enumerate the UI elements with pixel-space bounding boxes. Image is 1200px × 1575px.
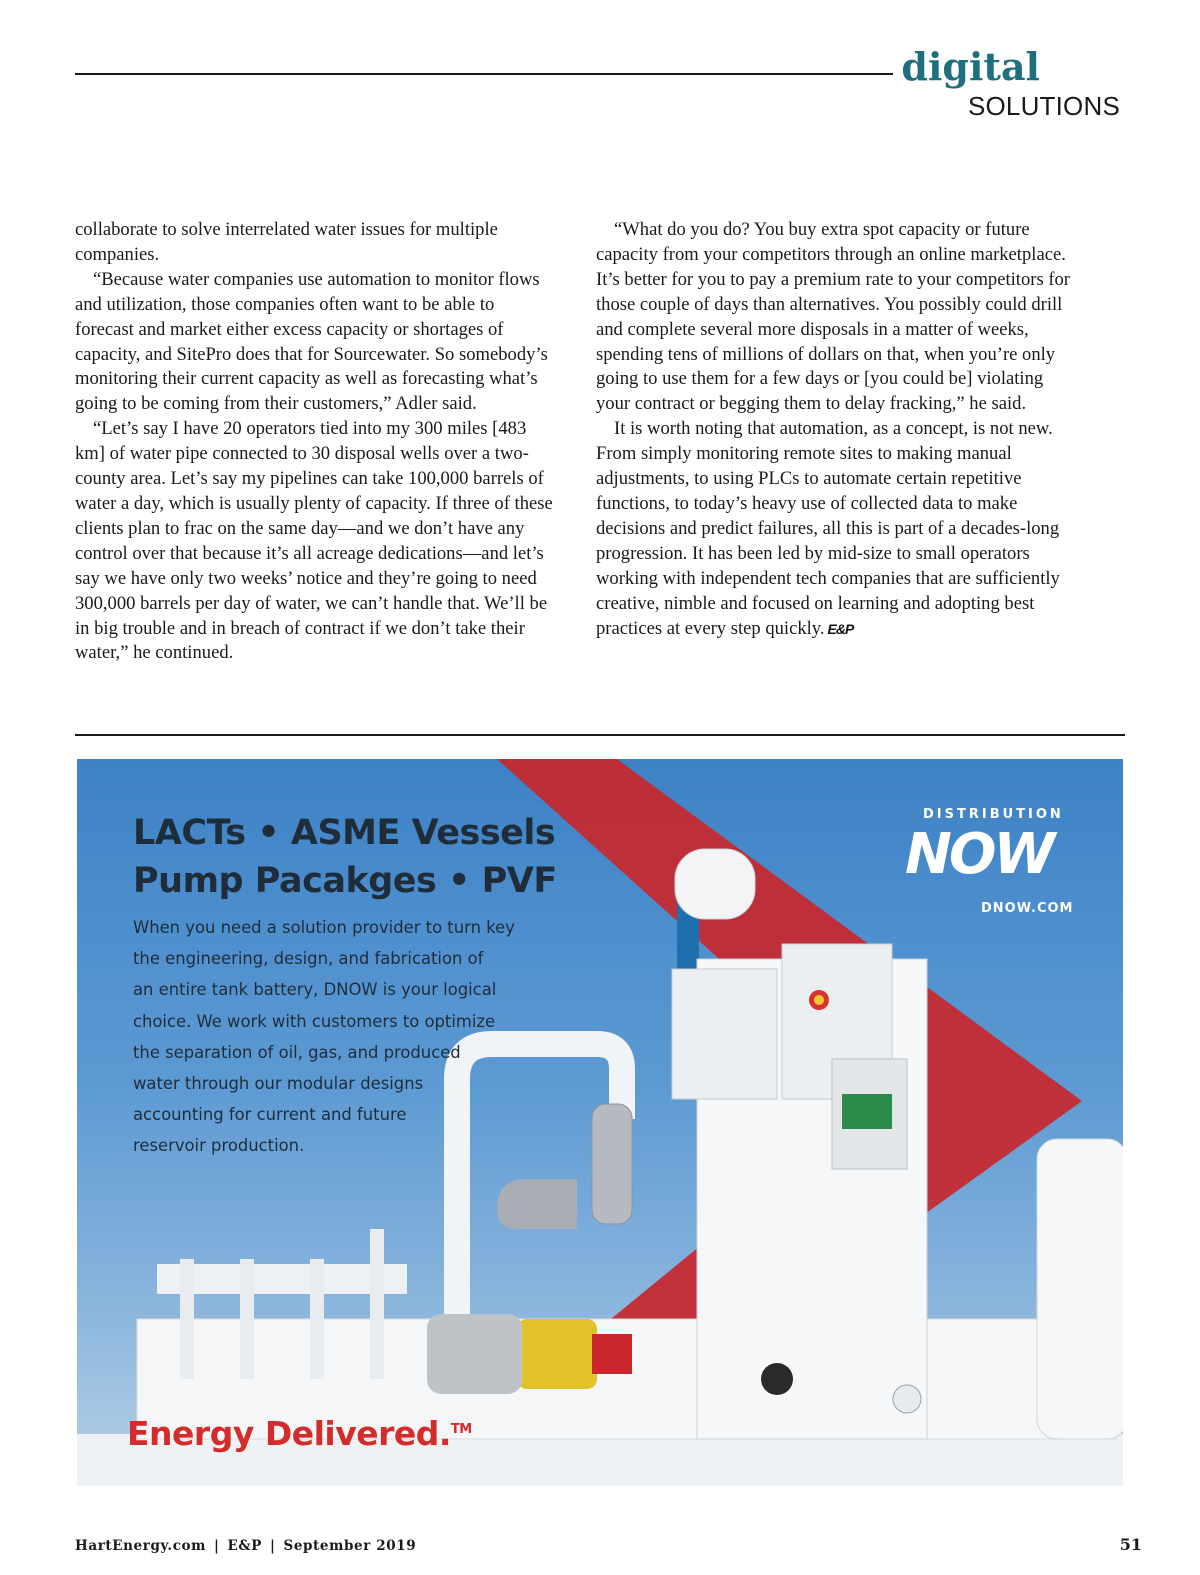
ad-body-line: an entire tank battery, DNOW is your logical [133, 980, 497, 1000]
footer-separator: | [214, 1538, 220, 1554]
ad-body-line: the separation of oil, gas, and produced [133, 1042, 461, 1062]
ad-headline-line: LACTs • ASME Vessels [133, 813, 556, 853]
ad-tagline [127, 1414, 472, 1453]
paragraph-last [596, 417, 1074, 641]
section-title-digital: digital [901, 44, 1040, 89]
article-right-column [596, 218, 1074, 641]
paragraph: “Because water companies use automation to monitor flows and utilization, those companies often want to be able to forecast and market either excess capacity or shortages of capacity, and SitePro does that for Sourcewater. So somebody’s monitoring their current capacity as well as forecasting what’s going to be coming from their customers,” Adler said. [75, 268, 548, 415]
ad-body-line: reservoir production. [133, 1136, 305, 1156]
paragraph: “Let’s say I have 20 operators tied into my 300 miles [483 km] of water pipe connected to 30 disposal wells over a two-county area. Let’s say my pipelines can take 100,000 barrels of water a day, which is usually plenty of capacity. If three of these clients plan to frac on the same day—and we don’t have any control over that because it’s all acreage dedications—and let’s say we have only two weeks’ notice and they’re going to need 300,000 barrels per day of water, we can’t handle that. We’ll be in big trouble and in breach of contract if we don’t take their water,” he continued. [75, 418, 553, 664]
stainless-pipe-bend [497, 1179, 577, 1229]
footer-publication: E&P [227, 1538, 262, 1554]
paragraph: collaborate to solve interrelated water issues for multiple companies. [75, 219, 498, 265]
section-divider-rule [75, 734, 1125, 736]
footer-separator: | [269, 1538, 276, 1554]
ad-body-line: the engineering, design, and fabrication of [133, 949, 484, 969]
control-box-left [672, 969, 777, 1099]
valve-assembly [675, 849, 755, 919]
footer-issue: September 2019 [283, 1538, 417, 1554]
ad-body-line: When you need a solution provider to turn key [133, 918, 515, 937]
ad-headline [133, 809, 557, 905]
ad-body-line: water through our modular designs [133, 1074, 424, 1094]
ep-end-mark-logo: E&P [827, 620, 854, 637]
paragraph: “What do you do? You buy extra spot capacity or future capacity from your competitors through an online marketplace. It’s better for you to pay a premium rate to your competitors for those couple of days than alternatives. You possibly could drill and complete several more disposals in a matter of weeks, spending tens of millions of dollars on that, when you’re only going to use them for a few days or [you could be] violating your contract or begging them to delay fracking,” he said. [596, 219, 1071, 415]
brand-distribution-label: DISTRIBUTION [923, 807, 1064, 822]
gauge [893, 1385, 921, 1413]
trademark-mark: TM [450, 1422, 472, 1437]
ad-tagline-text: Energy Delivered. [127, 1414, 451, 1453]
header-rule [75, 73, 893, 75]
dnow-url-link[interactable]: DNOW.COM [981, 901, 1074, 916]
ad-headline-line: Pump Pacakges • PVF [133, 861, 557, 901]
green-label-plate [842, 1094, 892, 1129]
storage-tank [1037, 1139, 1123, 1439]
dnow-logo: NOW [905, 822, 1053, 887]
page-footer [75, 1538, 416, 1554]
stainless-vessel [592, 1104, 632, 1224]
ad-body-line: accounting for current and future [133, 1105, 407, 1125]
red-coupling [592, 1334, 632, 1374]
ad-body-copy [133, 912, 553, 1162]
article-left-column [75, 218, 553, 666]
paragraph-text: It is worth noting that automation, as a concept, is not new. From simply monitoring remote sites to making manual adjustments, to using PLCs to automate certain repetitive functions, to today’s heavy use of collected data to make decisions and predict failures, all this is part of a decades-long progression. It has been led by mid-size to small operators working with independent tech companies that are sufficiently creative, nimble and focused on learning and adopting best practices at every step quickly. [596, 418, 1060, 639]
page-number: 51 [1119, 1535, 1142, 1554]
gauge [761, 1363, 793, 1395]
dnow-advertisement[interactable] [77, 759, 1123, 1486]
electric-motor [427, 1314, 522, 1394]
section-title-solutions: SOLUTIONS [967, 91, 1120, 121]
footer-site: HartEnergy.com [75, 1538, 207, 1554]
ad-body-line: choice. We work with customers to optimize [133, 1011, 496, 1031]
yellow-pump [517, 1319, 597, 1389]
